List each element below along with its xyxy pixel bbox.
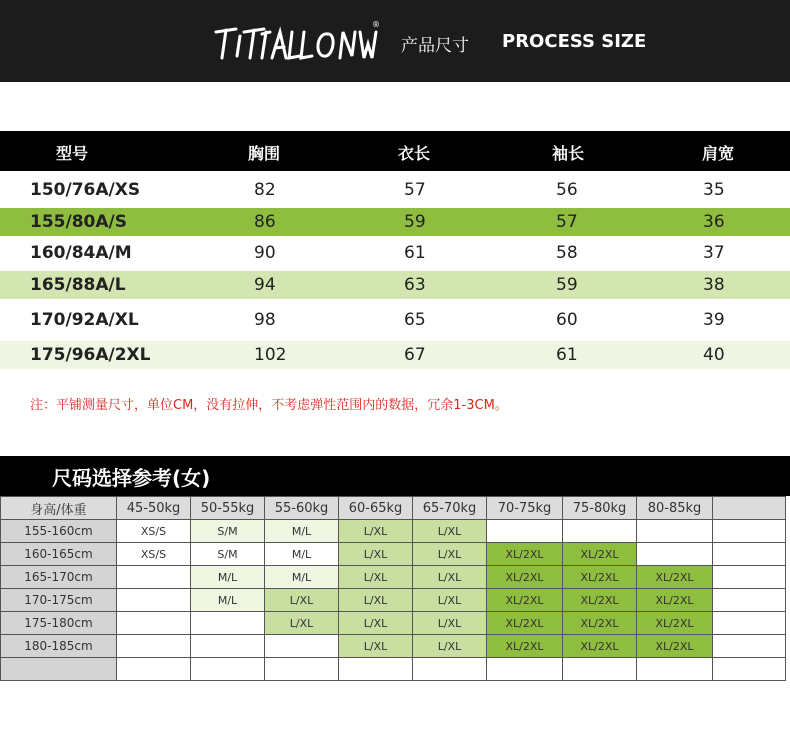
size-suggestion-cell: XL/2XL: [487, 612, 563, 635]
size-suggestion-cell: XL/2XL: [563, 612, 637, 635]
registered-mark: ®: [372, 20, 380, 29]
brand-logo: [212, 20, 382, 66]
size-suggestion-cell: [487, 520, 563, 543]
size-suggestion-cell: L/XL: [265, 589, 339, 612]
size-suggestion-cell: XL/2XL: [563, 635, 637, 658]
size-cell-shoulder: 39: [703, 310, 725, 330]
size-suggestion-cell: M/L: [265, 543, 339, 566]
size-suggestion-cell: M/L: [191, 566, 265, 589]
size-suggestion-cell: L/XL: [265, 612, 339, 635]
size-cell-chest: 94: [254, 275, 276, 295]
brand-logo-image: [212, 20, 382, 66]
size-suggestion-cell: L/XL: [413, 589, 487, 612]
size-row: [0, 176, 790, 204]
grid-row: [1, 520, 786, 543]
size-cell-chest: 82: [254, 180, 276, 200]
size-suggestion-cell: [713, 520, 786, 543]
size-cell-size: 165/88A/L: [30, 275, 126, 295]
size-suggestion-cell: [117, 589, 191, 612]
size-cell-shoulder: 35: [703, 180, 725, 200]
size-suggestion-cell: L/XL: [339, 612, 413, 635]
size-cell-size: 155/80A/S: [30, 212, 127, 232]
size-row: [0, 208, 790, 236]
col-shoulder: 肩宽: [702, 144, 735, 163]
size-suggestion-cell: L/XL: [413, 566, 487, 589]
size-suggestion-cell: [191, 658, 265, 681]
size-suggestion-cell: XL/2XL: [637, 612, 713, 635]
size-cell-chest: 86: [254, 212, 276, 232]
size-suggestion-cell: [117, 658, 191, 681]
size-suggestion-cell: L/XL: [413, 543, 487, 566]
size-cell-chest: 102: [254, 345, 287, 365]
size-suggestion-cell: [265, 635, 339, 658]
size-suggestion-cell: [563, 520, 637, 543]
size-suggestion-cell: L/XL: [413, 635, 487, 658]
weight-header: 45-50kg: [117, 497, 191, 520]
size-suggestion-cell: [117, 566, 191, 589]
size-cell-length: 59: [404, 212, 426, 232]
size-cell-chest: 90: [254, 243, 276, 263]
size-suggestion-cell: [713, 658, 786, 681]
size-suggestion-cell: M/L: [265, 566, 339, 589]
size-suggestion-cell: [117, 612, 191, 635]
size-suggestion-cell: L/XL: [413, 520, 487, 543]
size-suggestion-cell: [637, 543, 713, 566]
size-row: [0, 341, 790, 369]
grid-row: [1, 635, 786, 658]
weight-header: 60-65kg: [339, 497, 413, 520]
height-label: 155-160cm: [1, 520, 117, 543]
size-suggestion-cell: [713, 589, 786, 612]
weight-header: 55-60kg: [265, 497, 339, 520]
size-suggestion-cell: M/L: [265, 520, 339, 543]
size-cell-size: 160/84A/M: [30, 243, 132, 263]
size-suggestion-cell: [713, 543, 786, 566]
size-suggestion-cell: XL/2XL: [487, 635, 563, 658]
size-cell-sleeve: 59: [556, 275, 578, 295]
size-suggestion-cell: XL/2XL: [487, 566, 563, 589]
header-title-cn: 产品尺寸: [401, 36, 469, 56]
grid-row: [1, 589, 786, 612]
size-row: [0, 239, 790, 267]
size-suggestion-cell: [117, 635, 191, 658]
size-suggestion-cell: L/XL: [339, 543, 413, 566]
size-cell-shoulder: 37: [703, 243, 725, 263]
size-table-header: [0, 131, 790, 171]
size-cell-size: 150/76A/XS: [30, 180, 141, 200]
header-title-en: PROCESS SIZE: [502, 31, 647, 52]
size-cell-length: 67: [404, 345, 426, 365]
size-suggestion-cell: [487, 658, 563, 681]
size-suggestion-cell: [637, 520, 713, 543]
size-suggestion-cell: [265, 658, 339, 681]
size-cell-sleeve: 56: [556, 180, 578, 200]
size-cell-length: 61: [404, 243, 426, 263]
height-label: 175-180cm: [1, 612, 117, 635]
size-cell-shoulder: 36: [703, 212, 725, 232]
size-suggestion-cell: [339, 658, 413, 681]
size-suggestion-cell: [191, 612, 265, 635]
size-cell-sleeve: 58: [556, 243, 578, 263]
weight-header: 50-55kg: [191, 497, 265, 520]
size-row: [0, 306, 790, 334]
size-suggestion-cell: [413, 658, 487, 681]
col-model: 型号: [56, 144, 89, 163]
size-suggestion-cell: [713, 566, 786, 589]
weight-header: 80-85kg: [637, 497, 713, 520]
size-suggestion-cell: [563, 658, 637, 681]
size-suggestion-cell: [713, 635, 786, 658]
size-cell-chest: 98: [254, 310, 276, 330]
header-bar: [0, 0, 790, 82]
size-suggestion-cell: XL/2XL: [487, 543, 563, 566]
size-reference-grid: [0, 496, 786, 681]
size-cell-shoulder: 38: [703, 275, 725, 295]
size-suggestion-cell: L/XL: [413, 612, 487, 635]
size-row: [0, 271, 790, 299]
size-cell-size: 170/92A/XL: [30, 310, 139, 330]
height-label: 170-175cm: [1, 589, 117, 612]
col-chest: 胸围: [248, 144, 281, 163]
size-suggestion-cell: XL/2XL: [563, 543, 637, 566]
size-cell-sleeve: 57: [556, 212, 578, 232]
reference-title: 尺码选择参考(女): [52, 466, 211, 490]
size-suggestion-cell: [713, 612, 786, 635]
grid-corner-label: 身高/体重: [1, 497, 117, 520]
size-suggestion-cell: [191, 635, 265, 658]
weight-header: 65-70kg: [413, 497, 487, 520]
size-suggestion-cell: S/M: [191, 543, 265, 566]
height-label: 180-185cm: [1, 635, 117, 658]
size-suggestion-cell: XS/S: [117, 543, 191, 566]
size-suggestion-cell: L/XL: [339, 589, 413, 612]
size-cell-size: 175/96A/2XL: [30, 345, 151, 365]
size-suggestion-cell: M/L: [191, 589, 265, 612]
size-suggestion-cell: XL/2XL: [487, 589, 563, 612]
size-cell-sleeve: 61: [556, 345, 578, 365]
grid-row: [1, 566, 786, 589]
size-suggestion-cell: XL/2XL: [563, 566, 637, 589]
size-cell-shoulder: 40: [703, 345, 725, 365]
weight-header: 75-80kg: [563, 497, 637, 520]
height-label: 160-165cm: [1, 543, 117, 566]
size-suggestion-cell: S/M: [191, 520, 265, 543]
height-label: 165-170cm: [1, 566, 117, 589]
weight-header: 70-75kg: [487, 497, 563, 520]
measurement-note: 注：平铺测量尺寸，单位CM，没有拉伸，不考虑弹性范围内的数据，冗余1-3CM。: [30, 398, 508, 413]
size-suggestion-cell: XL/2XL: [563, 589, 637, 612]
size-suggestion-cell: L/XL: [339, 635, 413, 658]
size-suggestion-cell: [637, 658, 713, 681]
grid-row: [1, 612, 786, 635]
col-sleeve: 袖长: [552, 144, 585, 163]
col-length: 衣长: [398, 144, 431, 163]
size-suggestion-cell: XL/2XL: [637, 566, 713, 589]
size-suggestion-cell: XL/2XL: [637, 635, 713, 658]
size-cell-sleeve: 60: [556, 310, 578, 330]
size-cell-length: 63: [404, 275, 426, 295]
size-suggestion-cell: XS/S: [117, 520, 191, 543]
size-suggestion-cell: XL/2XL: [637, 589, 713, 612]
size-cell-length: 57: [404, 180, 426, 200]
size-suggestion-cell: L/XL: [339, 520, 413, 543]
weight-header: [713, 497, 786, 520]
grid-row: [1, 658, 786, 681]
height-label: [1, 658, 117, 681]
grid-row: [1, 543, 786, 566]
size-cell-length: 65: [404, 310, 426, 330]
grid-header-row: [1, 497, 786, 520]
size-suggestion-cell: L/XL: [339, 566, 413, 589]
